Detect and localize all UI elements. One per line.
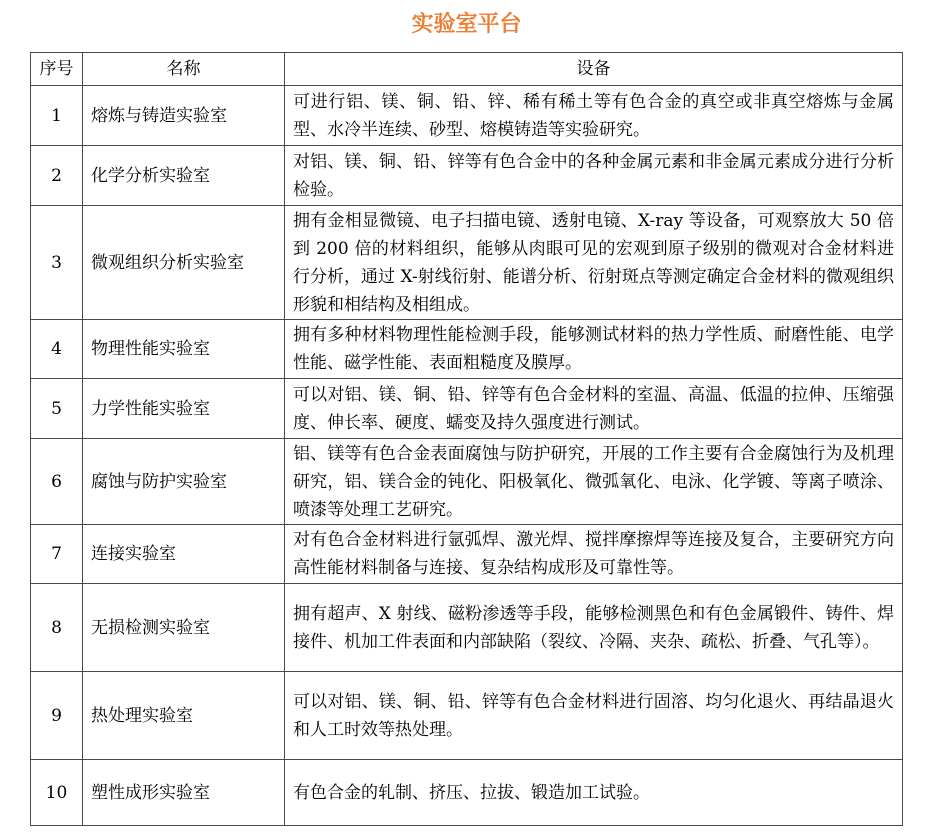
row-equipment: 对有色合金材料进行氩弧焊、激光焊、搅拌摩擦焊等连接及复合，主要研究方向高性能材料制备与连接、复杂结构成形及可靠性等。 <box>285 525 903 584</box>
row-equipment: 拥有多种材料物理性能检测手段，能够测试材料的热力学性质、耐磨性能、电学性能、磁学性能、表面粗糙度及膜厚。 <box>285 320 903 379</box>
row-name: 热处理实验室 <box>83 672 285 760</box>
row-no: 4 <box>31 320 83 379</box>
row-no: 8 <box>31 584 83 672</box>
row-no: 3 <box>31 206 83 320</box>
row-no: 5 <box>31 379 83 439</box>
row-name: 腐蚀与防护实验室 <box>83 439 285 525</box>
row-name: 熔炼与铸造实验室 <box>83 86 285 146</box>
row-equipment: 铝、镁等有色合金表面腐蚀与防护研究，开展的工作主要有合金腐蚀行为及机理研究，铝、镁合金的钝化、阳极氧化、微弧氧化、电泳、化学镀、等离子喷涂、喷漆等处理工艺研究。 <box>285 439 903 525</box>
row-equipment: 拥有超声、X 射线、磁粉渗透等手段，能够检测黑色和有色金属锻件、铸件、焊接件、机加工件表面和内部缺陷（裂纹、冷隔、夹杂、疏松、折叠、气孔等）。 <box>285 584 903 672</box>
table-row <box>31 206 903 320</box>
row-name: 力学性能实验室 <box>83 379 285 439</box>
row-equipment: 可以对铝、镁、铜、铅、锌等有色合金材料进行固溶、均匀化退火、再结晶退火和人工时效等热处理。 <box>285 672 903 760</box>
row-equipment: 可以对铝、镁、铜、铅、锌等有色合金材料的室温、高温、低温的拉伸、压缩强度、伸长率、硬度、蠕变及持久强度进行测试。 <box>285 379 903 439</box>
row-equipment: 对铝、镁、铜、铅、锌等有色合金中的各种金属元素和非金属元素成分进行分析检验。 <box>285 146 903 206</box>
row-no: 1 <box>31 86 83 146</box>
row-equipment: 拥有金相显微镜、电子扫描电镜、透射电镜、X-ray 等设备，可观察放大 50 倍到 200 倍的材料组织，能够从肉眼可见的宏观到原子级别的微观对合金材料进行分析，通过 X-射线衍射、能谱分析、衍射斑点等测定确定合金材料的微观组织形貌和相结构及相组成。 <box>285 206 903 320</box>
header-equipment: 设备 <box>285 53 903 86</box>
table-row <box>31 439 903 525</box>
header-no: 序号 <box>31 53 83 86</box>
row-name: 连接实验室 <box>83 525 285 584</box>
row-equipment: 可进行铝、镁、铜、铅、锌、稀有稀土等有色合金的真空或非真空熔炼与金属型、水冷半连续、砂型、熔模铸造等实验研究。 <box>285 86 903 146</box>
row-name: 化学分析实验室 <box>83 146 285 206</box>
table-row <box>31 525 903 584</box>
header-row <box>31 53 903 86</box>
table-row <box>31 146 903 206</box>
row-no: 10 <box>31 760 83 826</box>
table-row <box>31 379 903 439</box>
table-row <box>31 320 903 379</box>
table-row <box>31 672 903 760</box>
row-name: 物理性能实验室 <box>83 320 285 379</box>
row-no: 2 <box>31 146 83 206</box>
lab-table <box>30 52 903 826</box>
row-name: 微观组织分析实验室 <box>83 206 285 320</box>
row-name: 无损检测实验室 <box>83 584 285 672</box>
row-no: 6 <box>31 439 83 525</box>
row-no: 7 <box>31 525 83 584</box>
page-title: 实验室平台 <box>411 12 522 37</box>
row-name: 塑性成形实验室 <box>83 760 285 826</box>
table-row <box>31 86 903 146</box>
row-equipment: 有色合金的轧制、挤压、拉拔、锻造加工试验。 <box>285 760 903 826</box>
header-name: 名称 <box>83 53 285 86</box>
table-row <box>31 584 903 672</box>
table-row <box>31 760 903 826</box>
row-no: 9 <box>31 672 83 760</box>
